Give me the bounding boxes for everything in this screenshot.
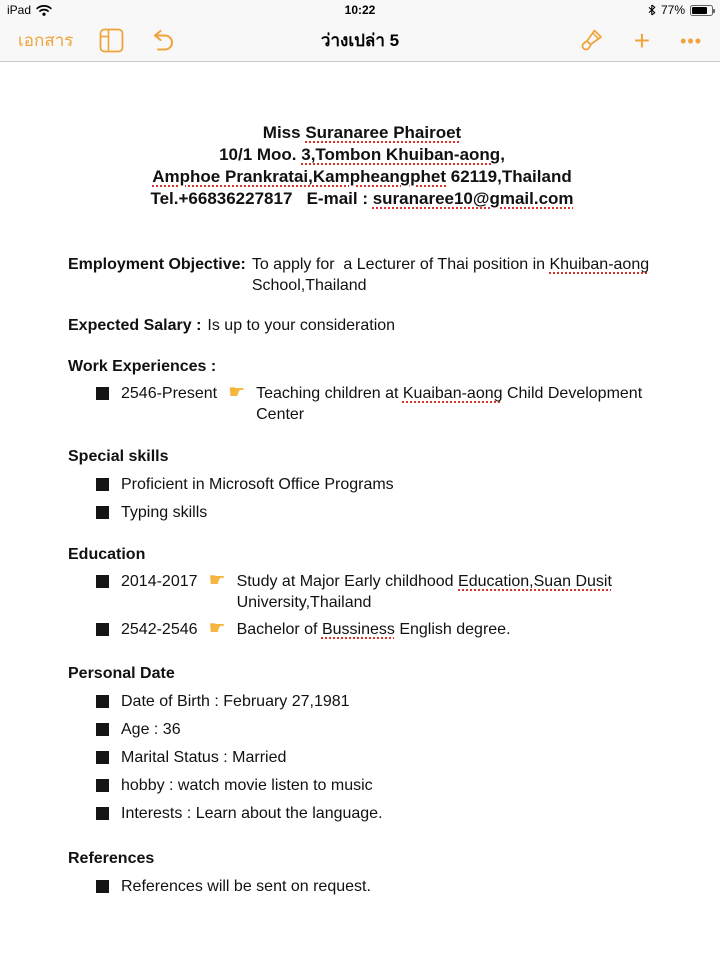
device-label: iPad [7,3,32,17]
pointing-finger-icon: ☛ [208,618,226,639]
pointing-finger-icon: ☛ [228,382,246,403]
misspelled-text: suranaree10@gmail.com [372,189,574,208]
field-label: Expected Salary : [68,317,202,334]
section-heading: References [68,850,155,867]
section-education [68,544,656,640]
battery-percent: 77% [660,3,685,17]
bullet-square-icon [96,723,109,736]
misspelled-text: Education,Suan Dusit [458,573,612,590]
bullet-square-icon [96,695,109,708]
list-item [68,691,656,712]
header-name-line: Miss Suranaree Phairoet [262,123,462,142]
bullet-square-icon [96,478,109,491]
misspelled-text: Khuiban-aong [549,256,650,273]
list-item [68,571,656,613]
item-text: Proficient in Microsoft Office Programs [121,476,394,493]
battery-icon [690,5,713,16]
toolbar [0,20,720,62]
document-title: ว่างเปล่า 5 [320,31,400,50]
field-label: Employment Objective: [68,256,246,273]
section-heading: Education [68,546,146,563]
list-item [68,803,656,824]
field-value: Is up to your consideration [207,317,396,334]
bullet-square-icon [96,575,109,588]
item-text: Typing skills [121,504,208,521]
list-item [68,876,656,897]
list-item [68,719,656,740]
item-text: Interests : Learn about the language. [121,805,383,822]
item-text: Age : 36 [121,721,181,738]
field-value: To apply for a Lecturer of Thai position in Khuiban-aong School,Thailand [251,256,654,294]
bullet-square-icon [96,387,109,400]
list-item [68,747,656,768]
item-date: 2542-2546 [121,621,198,638]
bullet-square-icon [96,506,109,519]
item-text: References will be sent on request. [121,878,371,895]
employment-objective [68,254,656,296]
section-personal-date [68,663,656,824]
misspelled-text: Bussiness [321,621,395,638]
header-address-line1: 10/1 Moo. 3,Tombon Khuiban-aong, [219,145,505,164]
more-options-button[interactable]: ••• [680,30,702,51]
item-text: Study at Major Early childhood Education,Suan Dusit University,Thailand [236,573,617,611]
bullet-square-icon [96,779,109,792]
resume-header [68,122,656,210]
list-item [68,619,656,640]
list-item [68,474,656,495]
item-text: hobby : watch movie listen to music [121,777,373,794]
misspelled-text: Kuaiban-aong [402,385,503,402]
list-item [68,383,656,425]
expected-salary [68,315,656,336]
item-text: Marital Status : Married [121,749,287,766]
bullet-square-icon [96,751,109,764]
pointing-finger-icon: ☛ [208,570,226,591]
list-item [68,775,656,796]
misspelled-text: 3,Tombon Khuiban-aong [301,145,501,164]
bullet-square-icon [96,807,109,820]
item-text: Teaching children at Kuaiban-aong Child Development Center [256,385,647,423]
section-references [68,848,656,897]
item-text: Date of Birth : February 27,1981 [121,693,350,710]
format-brush-button[interactable] [578,28,604,54]
list-item [68,502,656,523]
section-heading: Work Experiences : [68,358,217,375]
header-address-line2: Amphoe Prankratai,Kampheangphet 62119,Thailand [152,167,572,186]
insert-plus-button[interactable]: + [633,24,651,56]
item-text: Bachelor of Bussiness English degree. [236,621,511,638]
documents-back-button[interactable]: เอกสาร [18,31,74,50]
status-time: 10:22 [344,3,376,17]
status-bar [0,0,720,20]
item-date: 2014-2017 [121,573,198,590]
page-thumbnails-button[interactable] [99,28,124,53]
section-work-experiences [68,356,656,425]
misspelled-text: Suranaree Phairoet [305,123,462,142]
item-date: 2546-Present [121,385,218,402]
misspelled-text: Amphoe Prankratai,Kampheangphet [152,167,447,186]
section-special-skills [68,446,656,523]
header-contact-line: Tel.+66836227817 E-mail : suranaree10@gmail.com [150,189,574,208]
document-canvas[interactable] [0,62,720,960]
section-heading: Personal Date [68,665,175,682]
bullet-square-icon [96,880,109,893]
section-heading: Special skills [68,448,169,465]
bullet-square-icon [96,623,109,636]
undo-button[interactable] [150,30,176,51]
